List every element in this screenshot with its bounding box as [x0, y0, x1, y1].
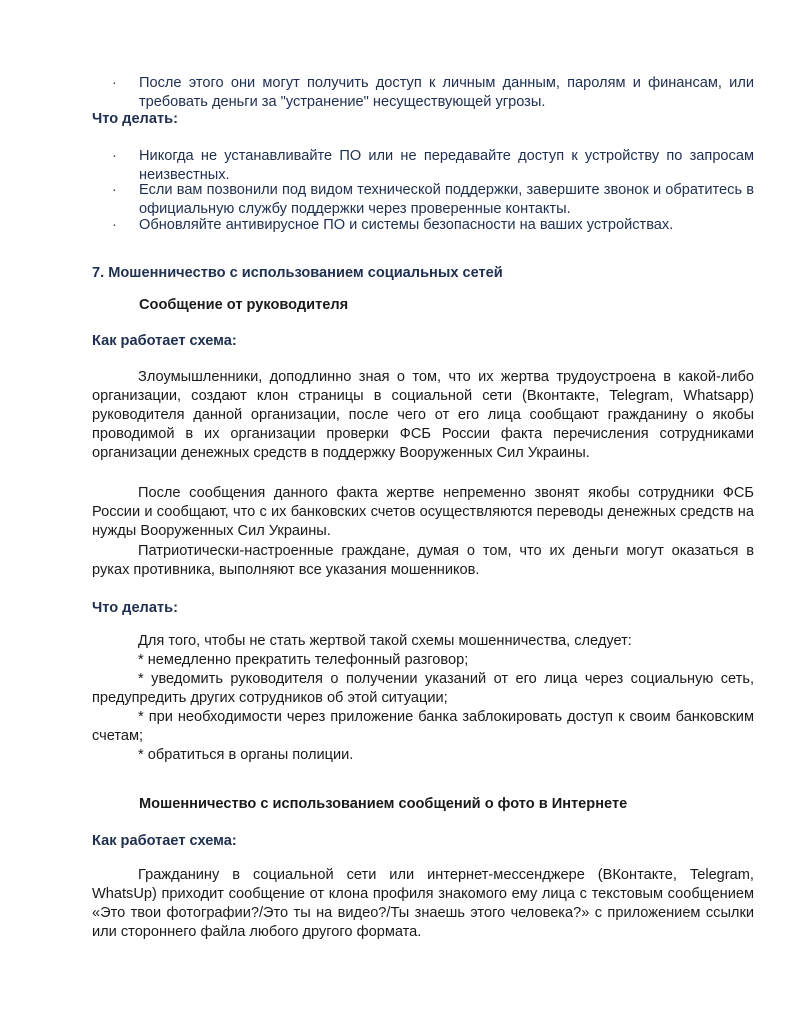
- paragraph-photo-scheme: Гражданину в социальной сети или интернет-мессенджере (ВКонтакте, Telegram, WhatsUp) приходит сообщение от клона профиля знакомого ему лица с текстовым сообщением «Это твои фотографии?/Это ты на видео?/Ты знаешь этого человека?» с приложением ссылки или стороннего файла любого другого формата.: [92, 867, 754, 940]
- bullet-no-install: · Никогда не устанавливайте ПО или не передавайте доступ к устройству по запросам неизвестных.: [139, 147, 754, 185]
- paragraph-scheme-2: После сообщения данного факта жертве непременно звонят якобы сотрудники ФСБ России и сообщают, что с их банковских счетов осуществляются переводы денежных средств на нужды Вооруженных Сил Украины.: [92, 485, 754, 539]
- bullet-update-av: · Обновляйте антивирусное ПО и системы безопасности на ваших устройствах.: [139, 216, 754, 235]
- bullet-access-data: · После этого они могут получить доступ к личным данным, паролям и финансам, или требовать деньги за "устранение" несуществующей угрозы.: [139, 74, 754, 112]
- how-it-works-heading-2: Как работает схема:: [92, 833, 237, 849]
- advice-item-4: * обратиться в органы полиции.: [138, 747, 354, 763]
- advice-intro: Для того, чтобы не стать жертвой такой схемы мошенничества, следует:: [138, 633, 632, 649]
- what-to-do-heading: Что делать:: [92, 111, 178, 127]
- how-it-works-heading-1: Как работает схема:: [92, 333, 237, 349]
- what-to-do-heading-2: Что делать:: [92, 600, 178, 616]
- advice-item-2: * уведомить руководителя о получении указаний от его лица через социальную сеть, предупредить других сотрудников об этой ситуации;: [92, 671, 754, 706]
- paragraph-scheme-3: Патриотически-настроенные граждане, думая о том, что их деньги могут оказаться в руках противника, выполняют все указания мошенников.: [92, 543, 754, 578]
- bullet-end-call: · Если вам позвонили под видом технической поддержки, завершите звонок и обратитесь в официальную службу поддержки через проверенные контакты.: [139, 181, 754, 219]
- section-7-title: 7. Мошенничество с использованием социальных сетей: [92, 265, 503, 281]
- paragraph-scheme-1: Злоумышленники, доподлинно зная о том, что их жертва трудоустроена в какой-либо организации, создают клон страницы в социальной сети (Вконтакте, Telegram, Whatsapp) руководителя данной организации, после чего от его лица сообщают гражданину о якобы проводимой в их организации проверки ФСБ России факта перечисления сотрудниками организации денежных средств в поддержку Вооруженных Сил Украины.: [92, 369, 754, 461]
- subsection-photo-title: Мошенничество с использованием сообщений о фото в Интернете: [139, 796, 628, 812]
- advice-item-3: * при необходимости через приложение банка заблокировать доступ к своим банковским счетам;: [92, 709, 754, 744]
- subsection-manager-title: Сообщение от руководителя: [139, 297, 349, 313]
- advice-item-1: * немедленно прекратить телефонный разговор;: [138, 652, 469, 668]
